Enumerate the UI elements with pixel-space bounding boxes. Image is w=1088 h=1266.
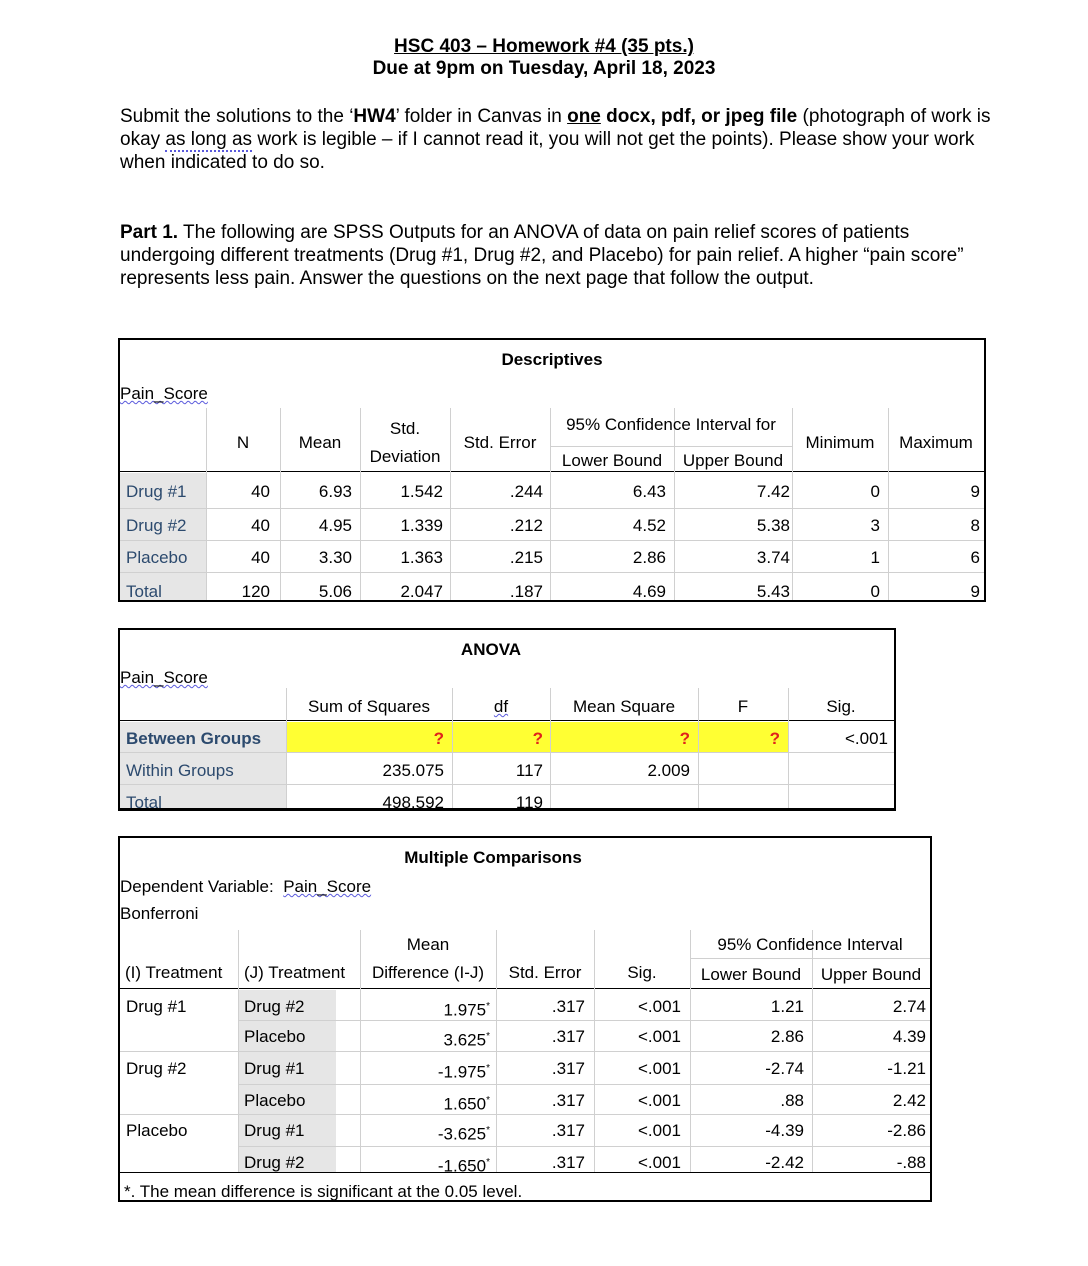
cell-lower: 1.21: [770, 997, 804, 1016]
header-std-error: Std. Error: [508, 963, 582, 982]
mean-diff-value: 1.650: [443, 1094, 487, 1114]
cell-mean: 5.06: [318, 582, 352, 601]
cell-se: .317: [551, 1027, 585, 1046]
header-deviation: Deviation: [369, 447, 441, 466]
cell-max: 6: [970, 548, 980, 567]
cell-j-treatment: Drug #2: [244, 997, 305, 1016]
multiple-title: Multiple Comparisons: [404, 848, 582, 867]
header-j-treatment: (J) Treatment: [244, 963, 346, 982]
cell-n: 120: [241, 582, 270, 601]
row-line: [120, 784, 894, 785]
header-df: df: [493, 697, 509, 716]
cell-upper: -.88: [896, 1153, 926, 1172]
header-sig: Sig.: [826, 697, 856, 716]
row-name: Within Groups: [126, 761, 234, 780]
ci-line: [690, 958, 930, 959]
header-f: F: [737, 697, 749, 716]
cell-upper: 5.38: [756, 516, 790, 535]
cell-upper: 7.42: [756, 482, 790, 501]
cell-se: .317: [551, 997, 585, 1016]
footnote: *. The mean difference is significant at the 0.05 level.: [124, 1182, 523, 1201]
cell-j-treatment: Drug #2: [244, 1153, 305, 1172]
row-line: [120, 508, 984, 509]
row-name: Drug #1: [126, 482, 187, 501]
cell-lower: 4.52: [632, 516, 666, 535]
cell-lower: 4.69: [632, 582, 666, 601]
mean-diff-value: 1.975: [443, 1000, 487, 1020]
cell-sig: <.001: [637, 1121, 681, 1140]
cell-sd: 1.363: [400, 548, 443, 567]
cell-sig: <.001: [637, 1027, 681, 1046]
cell-sig: <.001: [637, 1059, 681, 1078]
row-name: Drug #2: [126, 516, 187, 535]
header-ci: 95% Confidence Interval: [717, 935, 903, 954]
cell-max: 9: [970, 582, 980, 601]
cell-sig: <.001: [637, 1091, 681, 1110]
cell-n: 40: [251, 516, 270, 535]
cell-sd: 1.339: [400, 516, 443, 535]
col-line: [550, 408, 551, 600]
row-name: Total: [126, 582, 162, 601]
header-upper: Upper Bound: [820, 965, 922, 984]
row-line: [238, 1084, 930, 1085]
mean-diff-value: -1.650: [437, 1156, 487, 1176]
cell-se: .317: [551, 1091, 585, 1110]
cell-mean: 6.93: [318, 482, 352, 501]
cell-min: 0: [870, 582, 880, 601]
header-upper: Upper Bound: [682, 451, 784, 470]
header-rule: [120, 720, 894, 721]
cell-ms: ?: [679, 729, 690, 748]
document-title: HSC 403 – Homework #4 (35 pts.): [394, 36, 694, 57]
cell-n: 40: [251, 548, 270, 567]
cell-sig: <.001: [637, 1153, 681, 1172]
cell-min: 1: [870, 548, 880, 567]
cell-i-treatment: Drug #2: [126, 1059, 187, 1078]
cell-sig: <.001: [637, 997, 681, 1016]
cell-lower: -2.74: [765, 1059, 804, 1078]
significance-marker: *: [486, 1157, 490, 1168]
cell-sig: <.001: [844, 729, 888, 748]
cell-j-treatment: Placebo: [244, 1027, 306, 1046]
significance-marker: *: [486, 1095, 490, 1106]
method-label: Bonferroni: [120, 904, 199, 923]
due-date: Due at 9pm on Tuesday, April 18, 2023: [372, 58, 716, 79]
intro-paragraph: Submit the solutions to the ‘HW4’ folder in Canvas in one docx, pdf, or jpeg file (photograph of work is okay as long as work is legible – if I cannot read it, you will not get the points). Please show your work when indicated to do so.: [120, 106, 991, 173]
header-lower: Lower Bound: [561, 451, 663, 470]
cell-mean: 3.30: [318, 548, 352, 567]
cell-df: 117: [515, 761, 543, 780]
col-line: [674, 408, 675, 600]
cell-upper: 5.43: [756, 582, 790, 601]
cell-ss: 235.075: [382, 761, 444, 780]
cell-j-treatment: Placebo: [244, 1091, 306, 1110]
anova-title: ANOVA: [460, 640, 522, 659]
cell-j-treatment: Drug #1: [244, 1121, 305, 1140]
header-i-treatment: (I) Treatment: [125, 963, 223, 982]
cell-lower: -2.42: [765, 1153, 804, 1172]
cell-upper: -1.21: [887, 1059, 926, 1078]
group-line: [120, 1051, 930, 1052]
cell-se: .244: [509, 482, 543, 501]
dependent-variable: Dependent Variable: Pain_Score: [120, 877, 372, 896]
ci-line: [550, 446, 792, 447]
header-mean: Mean: [406, 935, 450, 954]
cell-se: .212: [509, 516, 543, 535]
cell-sd: 2.047: [400, 582, 443, 601]
mean-diff-value: -3.625: [437, 1124, 487, 1144]
cell-df: 119: [515, 793, 543, 812]
cell-ss: 498.592: [382, 793, 444, 812]
cell-lower: -4.39: [765, 1121, 804, 1140]
cell-se: .317: [551, 1153, 585, 1172]
header-ss: Sum of Squares: [308, 697, 430, 716]
cell-upper: 2.74: [892, 997, 926, 1016]
row-name: Total: [126, 793, 162, 812]
cell-lower: .88: [780, 1091, 804, 1110]
part1-paragraph: Part 1. The following are SPSS Outputs for an ANOVA of data on pain relief scores of patients undergoing different treatments (Drug #1, Drug #2, and Placebo) for pain relief. A higher “pain score” represents less pain. Answer the questions on the next page that follow the output.: [120, 222, 964, 289]
header-minimum: Minimum: [805, 433, 875, 452]
cell-ss: ?: [433, 729, 444, 748]
header-mean: Mean: [298, 433, 342, 452]
cell-mean: 4.95: [318, 516, 352, 535]
header-ms: Mean Square: [572, 697, 676, 716]
header-rule: [120, 988, 930, 989]
cell-max: 9: [970, 482, 980, 501]
cell-se: .317: [551, 1059, 585, 1078]
cell-n: 40: [251, 482, 270, 501]
header-difference: Difference (I-J): [371, 963, 485, 982]
header-n: N: [236, 433, 250, 452]
cell-min: 3: [870, 516, 880, 535]
cell-lower: 2.86: [770, 1027, 804, 1046]
header-sig: Sig.: [627, 963, 657, 982]
row-line: [238, 1146, 930, 1147]
header-rule: [120, 471, 984, 472]
row-line: [120, 572, 984, 573]
header-lower: Lower Bound: [700, 965, 802, 984]
cell-sd: 1.542: [400, 482, 443, 501]
header-std-error: Std. Error: [463, 433, 537, 452]
cell-se: .215: [509, 548, 543, 567]
significance-marker: *: [486, 1031, 490, 1042]
cell-df: ?: [532, 729, 543, 748]
cell-lower: 6.43: [632, 482, 666, 501]
cell-i-treatment: Drug #1: [126, 997, 187, 1016]
descriptives-variable: Pain_Score: [120, 384, 208, 403]
header-maximum: Maximum: [899, 433, 973, 452]
significance-marker: *: [486, 1063, 490, 1074]
header-ci: 95% Confidence Interval for: [566, 415, 776, 434]
row-line: [120, 540, 984, 541]
mean-diff-value: -1.975: [437, 1062, 487, 1082]
cell-upper: -2.86: [887, 1121, 926, 1140]
cell-upper: 4.39: [892, 1027, 926, 1046]
cell-se: .317: [551, 1121, 585, 1140]
cell-lower: 2.86: [632, 548, 666, 567]
row-line: [120, 752, 894, 753]
cell-j-treatment: Drug #1: [244, 1059, 305, 1078]
cell-upper: 2.42: [892, 1091, 926, 1110]
cell-se: .187: [509, 582, 543, 601]
cell-upper: 3.74: [756, 548, 790, 567]
mean-diff-value: 3.625: [443, 1030, 487, 1050]
cell-min: 0: [870, 482, 880, 501]
significance-marker: *: [486, 1125, 490, 1136]
row-name: Between Groups: [126, 729, 262, 748]
cell-ms: 2.009: [647, 761, 690, 780]
descriptives-title: Descriptives: [501, 350, 603, 369]
cell-max: 8: [970, 516, 980, 535]
header-std: Std.: [389, 419, 421, 438]
significance-marker: *: [486, 1001, 490, 1012]
cell-i-treatment: Placebo: [126, 1121, 188, 1140]
cell-f: ?: [769, 729, 780, 748]
anova-variable: Pain_Score: [120, 668, 208, 687]
row-name: Placebo: [126, 548, 188, 567]
